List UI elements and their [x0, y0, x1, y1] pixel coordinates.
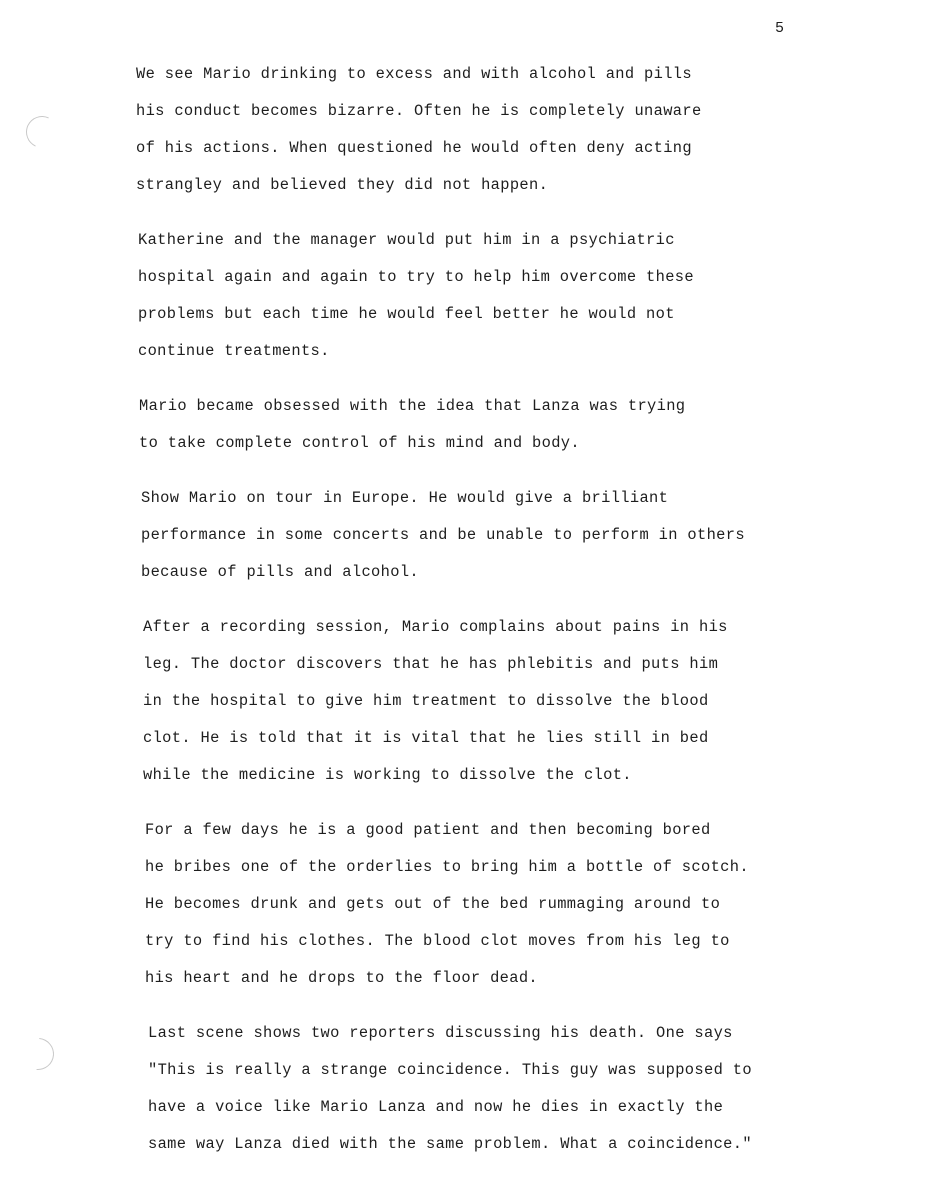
paragraph [136, 56, 856, 204]
page-number: 5 [775, 20, 785, 37]
text-line: try to find his clothes. The blood clot moves from his leg to [145, 932, 730, 950]
text-line: of his actions. When questioned he would often deny acting [136, 139, 692, 157]
text-line: he bribes one of the orderlies to bring him a bottle of scotch. [145, 858, 749, 876]
text-line: hospital again and again to try to help him overcome these [138, 268, 694, 286]
text-line: Show Mario on tour in Europe. He would give a brilliant [141, 489, 669, 507]
paragraph [143, 609, 856, 794]
paragraph [145, 812, 856, 997]
text-line: performance in some concerts and be unable to perform in others [141, 526, 745, 544]
punch-hole-mark [15, 1031, 60, 1076]
text-line: "This is really a strange coincidence. This guy was supposed to [148, 1061, 752, 1079]
text-line: his conduct becomes bizarre. Often he is completely unaware [136, 102, 702, 120]
paragraph [139, 388, 856, 462]
paragraph [148, 1015, 856, 1163]
paragraph [141, 480, 856, 591]
text-line: in the hospital to give him treatment to dissolve the blood [143, 692, 709, 710]
text-line: same way Lanza died with the same problem. What a coincidence." [148, 1135, 752, 1153]
text-line: to take complete control of his mind and body. [139, 434, 580, 452]
text-line: Katherine and the manager would put him in a psychiatric [138, 231, 675, 249]
text-line: have a voice like Mario Lanza and now he dies in exactly the [148, 1098, 724, 1116]
text-line: We see Mario drinking to excess and with alcohol and pills [136, 65, 692, 83]
text-line: his heart and he drops to the floor dead. [145, 969, 539, 987]
text-line: problems but each time he would feel better he would not [138, 305, 675, 323]
text-line: strangley and believed they did not happen. [136, 176, 549, 194]
text-line: leg. The doctor discovers that he has phlebitis and puts him [143, 655, 719, 673]
text-line: He becomes drunk and gets out of the bed rummaging around to [145, 895, 721, 913]
text-line: Last scene shows two reporters discussing his death. One says [148, 1024, 733, 1042]
text-line: Mario became obsessed with the idea that Lanza was trying [139, 397, 686, 415]
text-line: For a few days he is a good patient and then becoming bored [145, 821, 711, 839]
text-line: while the medicine is working to dissolve the clot. [143, 766, 632, 784]
paragraph [138, 222, 856, 370]
punch-hole-mark [21, 111, 62, 152]
text-line: because of pills and alcohol. [141, 563, 419, 581]
text-line: clot. He is told that it is vital that he lies still in bed [143, 729, 709, 747]
document-body [136, 56, 856, 1181]
text-line: continue treatments. [138, 342, 330, 360]
text-line: After a recording session, Mario complains about pains in his [143, 618, 728, 636]
